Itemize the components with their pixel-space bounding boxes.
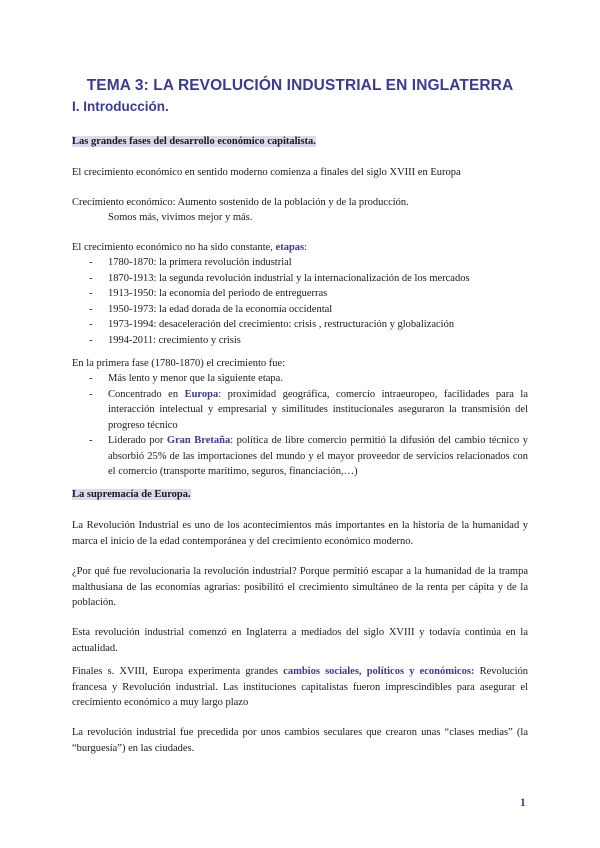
list-dash: - (89, 373, 93, 384)
list-item-text: 1780-1870: la primera revolución industrial (108, 257, 292, 268)
list-item-text: 1913-1950: la economía del periodo de entreguerras (108, 288, 328, 299)
list-item (89, 286, 528, 302)
list-item (89, 371, 528, 387)
list-item-text: : proximidad geográfica, comercio intraeuropeo, facilidades para la interacción intelectual y empresarial y similitudes institucionales aseguraron la transmisión del progreso técnico (108, 388, 528, 431)
list-item (89, 387, 528, 434)
list-dash: - (89, 388, 93, 400)
first-phase-list (89, 371, 528, 480)
gran-bretana-keyword: Gran Bretaña (166, 435, 231, 446)
list-item-text: 1973-1994: desaceleración del crecimiento: crisis , restructuración y globalización (108, 319, 455, 330)
list-dash: - (89, 288, 93, 299)
list-item-text: 1994-2011: crecimiento y crisis (108, 334, 241, 346)
late-century-text: Revolución francesa y Revolución industrial. Las instituciones capitalistas fueron imprescindibles para asegurar el crecimiento económico a muy largo plazo (72, 666, 529, 708)
list-item (89, 302, 528, 318)
paragraph-late-18th-century (72, 664, 528, 711)
late-century-prefix: Finales s. XVIII, Europa experimenta grandes (72, 666, 284, 677)
list-item (89, 333, 528, 349)
paragraph-england-start: Esta revolución industrial comenzó en Inglaterra a mediados del siglo XVIII y todavía continúa en la actualidad. (72, 627, 528, 654)
list-item (89, 255, 528, 271)
list-dash: - (89, 272, 93, 284)
list-item (89, 317, 528, 333)
list-item (89, 271, 528, 287)
stages-list (89, 255, 528, 348)
document-title: TEMA 3: LA REVOLUCIÓN INDUSTRIAL EN INGLATERRA (86, 77, 514, 94)
paragraph-revolution-importance: La Revolución Industrial es uno de los acontecimientos más importantes en la historia de la humanidad y marca el inicio de la edad contemporánea y del crecimiento económico moderno. (72, 520, 528, 547)
subheading-phases (72, 134, 528, 150)
paragraph-growth-start: El crecimiento económico en sentido moderno comienza a finales del siglo XVIII en Europa (72, 167, 461, 178)
subheading-phases-text: Las grandes fases del desarrollo económico capitalista. (72, 136, 316, 147)
stages-intro-colon: : (304, 242, 308, 253)
list-item-prefix: Liderado por (108, 435, 167, 446)
list-dash: - (89, 303, 93, 315)
stages-keyword: etapas (275, 242, 305, 253)
paragraph-why-revolutionary: ¿Por qué fue revolucionaria la revolución industrial? Porque permitió escapar a la humanidad de la trampa malthusiana de las economías agrarias: posibilitó el crecimiento simultáneo de la renta per cápita y de la población. (72, 566, 528, 608)
section-heading: I. Introducción. (72, 99, 169, 114)
list-item-text: 1950-1973: la edad dorada de la economía occidental (108, 303, 333, 315)
subheading-supremacy (72, 487, 528, 503)
paragraph-first-phase: En la primera fase (1780-1870) el crecimiento fue: (72, 358, 286, 369)
list-item-text: : política de libre comercio permitió la difusión del cambio técnico y absorbió 25% de las importaciones del mundo y el mayor proveedor de servicios relacionados con el comercio (transporte marítimo, seguros, financiación,…) (108, 435, 528, 477)
list-dash: - (89, 435, 93, 446)
list-item-prefix: Concentrado en (108, 388, 185, 400)
list-dash: - (89, 257, 93, 268)
stages-intro-text: El crecimiento económico no ha sido constante, (72, 242, 276, 253)
list-dash: - (89, 319, 93, 330)
paragraph-growth-definition: Crecimiento económico: Aumento sostenido de la población y de la producción. (72, 197, 409, 208)
page-number: 1 (520, 797, 526, 809)
list-item-text: Más lento y menor que la siguiente etapa. (108, 373, 283, 384)
list-dash: - (89, 334, 93, 346)
paragraph-stages-intro (72, 240, 528, 256)
europa-keyword: Europa (184, 388, 219, 400)
subheading-supremacy-text: La supremacía de Europa. (72, 489, 191, 500)
changes-keyword: cambios sociales, políticos y económicos: (283, 666, 475, 677)
paragraph-growth-summary: Somos más, vivimos mejor y más. (108, 212, 253, 223)
paragraph-middle-classes: La revolución industrial fue precedida por unos cambios seculares que crearon unas “clases medias” (la “burguesía”) en las ciudades. (72, 727, 528, 754)
list-item (89, 433, 528, 480)
list-item-text: 1870-1913: la segunda revolución industrial y la internacionalización de los mercados (108, 272, 470, 284)
